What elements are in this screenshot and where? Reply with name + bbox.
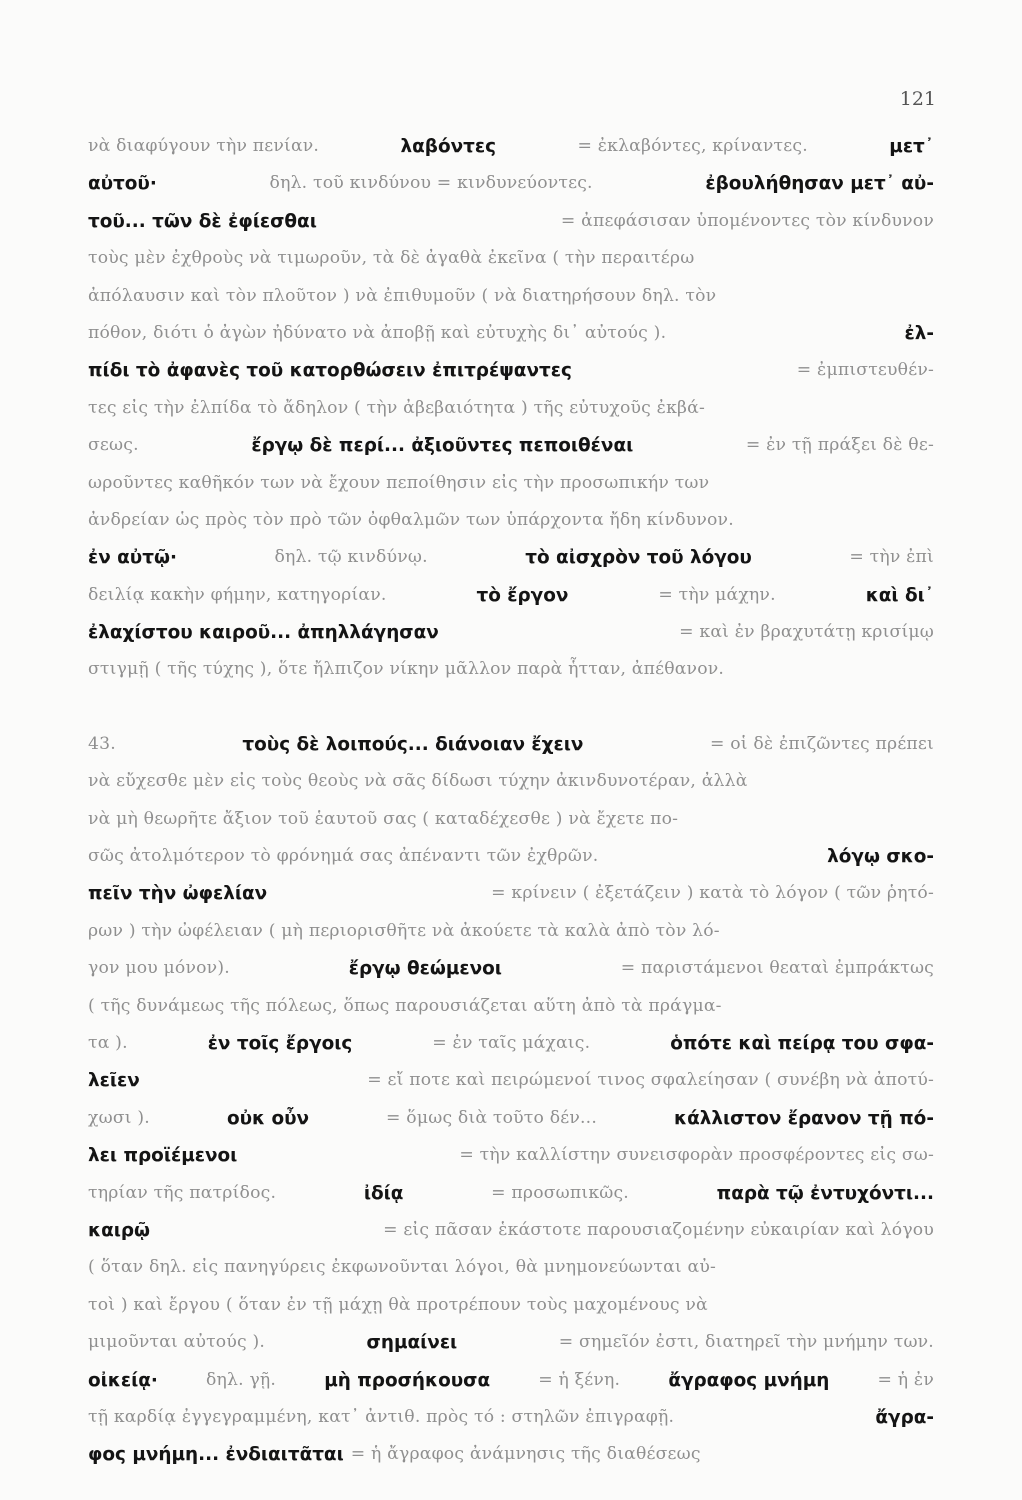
- text-line: [88, 1025, 934, 1062]
- paragraph-43: [88, 726, 934, 1474]
- gloss-text: = σημεῖόν ἐστι, διατηρεῖ τὴν μνήμην των.: [558, 1332, 934, 1353]
- lemma-term: ἄγραφος μνήμη: [668, 1369, 830, 1391]
- lemma-term: πίδι τὸ ἀφανὲς τοῦ κατορθώσειν ἐπιτρέψαντες: [88, 360, 572, 382]
- gloss-text: = ἐν τῇ πράξει δὲ θε-: [745, 435, 934, 456]
- gloss-text: δηλ. γῇ.: [206, 1369, 277, 1390]
- text-line: [88, 1287, 934, 1324]
- gloss-text: = οἱ δὲ ἐπιζῶντες πρέπει: [709, 733, 934, 754]
- text-line: [88, 1249, 934, 1286]
- gloss-text: 43.: [88, 733, 116, 754]
- lemma-term: μὴ προσήκουσα: [324, 1369, 491, 1391]
- text-line: [88, 1062, 934, 1099]
- gloss-text: = εἴ ποτε καὶ πειρώμενοί τινος σφαλείησαν ( συνέβη νὰ ἀποτύ-: [367, 1070, 934, 1091]
- gloss-text: τῇ καρδίᾳ ἐγγεγραμμένη, κατ᾿ ἀντιθ. πρὸς τό : στηλῶν ἐπιγραφῇ.: [88, 1406, 675, 1427]
- text-line: [88, 539, 934, 576]
- lemma-term: τὸ ἔργον: [476, 584, 569, 606]
- lemma-term: ἰδίᾳ: [363, 1182, 404, 1204]
- lemma-term: κάλλιστον ἔρανον τῇ πό-: [674, 1107, 934, 1129]
- commentary-text: [88, 128, 934, 1474]
- text-line: [88, 763, 934, 800]
- text-line: [88, 1362, 934, 1399]
- lemma-term: ἐν αὐτῷ·: [88, 547, 177, 569]
- text-line: [88, 352, 934, 389]
- gloss-text: ἀπόλαυσιν καὶ τὸν πλοῦτον ) νὰ ἐπιθυμοῦν ( νὰ διατηρήσουν δηλ. τὸν: [88, 285, 717, 306]
- text-line: [88, 1137, 934, 1174]
- lemma-term: αὐτοῦ·: [88, 173, 157, 195]
- lemma-term: ἔργῳ θεώμενοι: [348, 958, 502, 980]
- text-line: [88, 1436, 934, 1473]
- lemma-term: καιρῷ: [88, 1219, 151, 1241]
- text-line: [88, 315, 934, 352]
- text-line: [88, 614, 934, 651]
- page-number: 121: [899, 88, 936, 110]
- gloss-text: τηρίαν τῆς πατρίδος.: [88, 1182, 277, 1203]
- gloss-text: = τὴν καλλίστην συνεισφορὰν προσφέροντες εἰς σω-: [459, 1145, 934, 1166]
- lemma-term: λόγῳ σκο-: [827, 846, 934, 868]
- text-line: [88, 950, 934, 987]
- gloss-text: σῶς ἀτολμότερον τὸ φρόνημά σας ἀπέναντι τῶν ἐχθρῶν.: [88, 846, 599, 867]
- gloss-text: μιμοῦνται αὐτούς ).: [88, 1332, 266, 1353]
- text-line: [88, 1175, 934, 1212]
- gloss-text: = προσωπικῶς.: [491, 1182, 629, 1203]
- gloss-text: = ἡ ἐν: [877, 1369, 934, 1390]
- gloss-text: = ἐκλαβόντες, κρίναντες.: [577, 136, 808, 156]
- gloss-text: τες εἰς τὴν ἐλπίδα τὸ ἄδηλον ( τὴν ἀβεβαιότητα ) τῆς εὐτυχοῦς ἐκβά-: [88, 397, 705, 418]
- lemma-term: λαβόντες: [400, 136, 497, 157]
- lemma-term: μετ᾿: [889, 136, 934, 157]
- gloss-text: τα ).: [88, 1032, 128, 1053]
- gloss-text: ρων ) τὴν ὠφέλειαν ( μὴ περιορισθῆτε νὰ ἀκούετε τὰ καλὰ ἀπὸ τὸν λό-: [88, 920, 720, 941]
- text-line: [88, 988, 934, 1025]
- lemma-term: ἄγρα-: [875, 1406, 934, 1428]
- text-line: [88, 1212, 934, 1249]
- text-line: [88, 1324, 934, 1361]
- text-line: [88, 128, 934, 165]
- gloss-text: = ἀπεφάσισαν ὑπομένοντες τὸν κίνδυνον: [560, 210, 934, 231]
- gloss-text: δηλ. τοῦ κινδύνου = κινδυνεύοντες.: [269, 173, 593, 194]
- gloss-text: ( τῆς δυνάμεως τῆς πόλεως, ὅπως παρουσιάζεται αὕτη ἀπὸ τὰ πράγμα-: [88, 995, 722, 1016]
- lemma-term: τὸ αἰσχρὸν τοῦ λόγου: [525, 547, 752, 569]
- gloss-text: χωσι ).: [88, 1107, 150, 1128]
- text-line: [88, 390, 934, 427]
- gloss-text: σεως.: [88, 435, 139, 456]
- gloss-text: = εἰς πᾶσαν ἑκάστοτε παρουσιαζομένην εὐκαιρίαν καὶ λόγου: [383, 1219, 934, 1240]
- text-line: [88, 801, 934, 838]
- lemma-term: ἐν τοῖς ἔργοις: [207, 1032, 353, 1054]
- gloss-text: νὰ διαφύγουν τὴν πενίαν.: [88, 136, 320, 156]
- text-line: [88, 1100, 934, 1137]
- gloss-text: = ἐν ταῖς μάχαις.: [432, 1032, 591, 1053]
- gloss-text: στιγμῇ ( τῆς τύχης ), ὅτε ἤλπιζον νίκην μᾶλλον παρὰ ἧτταν, ἀπέθανον.: [88, 659, 725, 680]
- gloss-text: = ἐμπιστευθέν-: [796, 360, 934, 381]
- lemma-term: λεῖεν: [88, 1070, 140, 1092]
- gloss-text: δηλ. τῷ κινδύνῳ.: [274, 547, 428, 568]
- text-line: [88, 726, 934, 763]
- text-line: [88, 203, 934, 240]
- gloss-text: πόθον, διότι ὁ ἀγὼν ἠδύνατο νὰ ἀποβῇ καὶ εὐτυχὴς δι᾿ αὐτούς ).: [88, 322, 667, 343]
- lemma-term: πεῖν τὴν ὠφελίαν: [88, 883, 268, 905]
- lemma-term: τοὺς δὲ λοιπούς... διάνοιαν ἔχειν: [242, 733, 584, 755]
- paragraph-42: [88, 128, 934, 689]
- gloss-text: τοὺς μὲν ἐχθροὺς νὰ τιμωροῦν, τὰ δὲ ἀγαθὰ ἐκεῖνα ( τὴν περαιτέρω: [88, 248, 695, 269]
- text-line: [88, 875, 934, 912]
- gloss-text: = ἡ ξένη.: [538, 1369, 621, 1390]
- gloss-text: νὰ εὔχεσθε μὲν εἰς τοὺς θεοὺς νὰ σᾶς δίδωσι τύχην ἀκινδυνοτέραν, ἀλλὰ: [88, 771, 748, 792]
- text-line: [88, 165, 934, 202]
- text-line: [88, 465, 934, 502]
- gloss-text: = κρίνειν ( ἐξετάζειν ) κατὰ τὸ λόγον ( τῶν ῥητό-: [491, 883, 934, 904]
- text-line: [88, 427, 934, 464]
- gloss-text: τοὶ ) καὶ ἔργου ( ὅταν ἐν τῇ μάχῃ θὰ προτρέπουν τοὺς μαχομένους νὰ: [88, 1294, 708, 1315]
- gloss-text: ( ὅταν δηλ. εἰς πανηγύρεις ἐκφωνοῦνται λόγοι, θὰ μνημονεύωνται αὐ-: [88, 1257, 716, 1278]
- gloss-text: = τὴν μάχην.: [658, 584, 776, 605]
- gloss-text: = ὅμως διὰ τοῦτο δέν...: [386, 1107, 598, 1128]
- text-line: [88, 1399, 934, 1436]
- text-line: [88, 651, 934, 688]
- text-line: [88, 278, 934, 315]
- lemma-term: καὶ δι᾿: [865, 584, 934, 606]
- gloss-text: = ἡ ἄγραφος ἀνάμνησις τῆς διαθέσεως: [350, 1444, 701, 1465]
- lemma-term: τοῦ... τῶν δὲ ἐφίεσθαι: [88, 210, 317, 232]
- paragraph-gap: [88, 689, 934, 726]
- lemma-term: ἐλ-: [904, 322, 934, 344]
- gloss-text: = καὶ ἐν βραχυτάτῃ κρισίμῳ: [679, 622, 934, 643]
- gloss-text: γον μου μόνον).: [88, 958, 230, 979]
- lemma-term: σημαίνει: [366, 1332, 458, 1354]
- text-line: [88, 577, 934, 614]
- lemma-term: οἰκείᾳ·: [88, 1369, 158, 1391]
- lemma-term: φος μνήμη... ἐνδιαιτᾶται: [88, 1444, 344, 1466]
- gloss-text: νὰ μὴ θεωρῆτε ἄξιον τοῦ ἑαυτοῦ σας ( καταδέχεσθε ) νὰ ἔχετε πο-: [88, 808, 679, 829]
- gloss-text: ωροῦντες καθῆκόν των νὰ ἔχουν πεποίθησιν εἰς τὴν προσωπικήν των: [88, 472, 710, 493]
- gloss-text: = παριστάμενοι θεαταὶ ἐμπράκτως: [620, 958, 934, 979]
- gloss-text: = τὴν ἐπὶ: [849, 547, 934, 568]
- lemma-term: ἐβουλήθησαν μετ᾿ αὐ-: [705, 173, 934, 195]
- gloss-text: ἀνδρείαν ὡς πρὸς τὸν πρὸ τῶν ὀφθαλμῶν των ὑπάρχοντα ἤδη κίνδυνον.: [88, 509, 734, 530]
- text-line: [88, 838, 934, 875]
- lemma-term: οὐκ οὖν: [226, 1107, 310, 1129]
- gloss-text: δειλίᾳ κακὴν φήμην, κατηγορίαν.: [88, 584, 387, 605]
- lemma-term: ἐλαχίστου καιροῦ... ἀπηλλάγησαν: [88, 622, 439, 644]
- lemma-term: λει προϊέμενοι: [88, 1145, 238, 1167]
- lemma-term: παρὰ τῷ ἐντυχόντι...: [716, 1182, 934, 1204]
- text-line: [88, 502, 934, 539]
- lemma-term: ὁπότε καὶ πείρᾳ του σφα-: [670, 1032, 934, 1054]
- lemma-term: ἔργῳ δὲ περί... ἀξιοῦντες πεποιθέναι: [251, 435, 634, 457]
- text-line: [88, 913, 934, 950]
- text-line: [88, 240, 934, 277]
